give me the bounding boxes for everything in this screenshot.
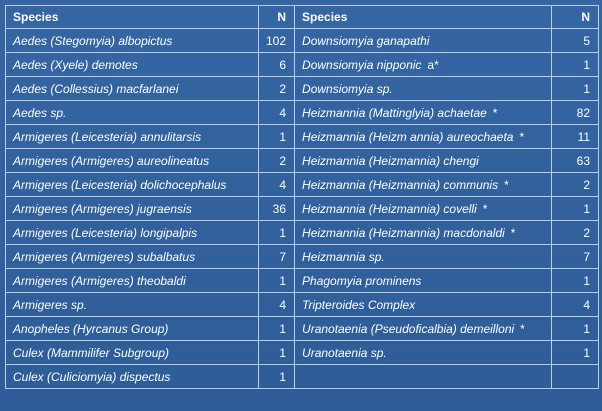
species-footnote-marker: * — [492, 105, 498, 120]
right-count-cell: 2 — [552, 173, 599, 197]
right-species-name: Heizmannia (Mattinglyia) achaetae — [302, 105, 487, 120]
right-species-cell — [295, 101, 552, 125]
right-count-cell: 63 — [552, 149, 599, 173]
table-header-row — [6, 6, 599, 29]
left-species-cell: Aedes (Collessius) macfarlanei — [6, 77, 259, 101]
right-species-name: Heizmannia (Heizm annia) aureochaeta — [302, 129, 514, 144]
right-species-cell — [295, 269, 552, 293]
table-row — [6, 77, 599, 101]
right-species-name: Heizmannia (Heizmannia) macdonaldi — [302, 225, 505, 240]
table-row — [6, 125, 599, 149]
right-count-cell: 11 — [552, 125, 599, 149]
right-count-cell — [552, 365, 599, 389]
right-species-name: Phagomyia prominens — [302, 273, 422, 288]
left-species-cell: Armigeres (Armigeres) jugraensis — [6, 197, 259, 221]
table-row — [6, 29, 599, 53]
right-count-cell: 1 — [552, 53, 599, 77]
right-species-cell — [295, 317, 552, 341]
left-count-header: N — [259, 6, 295, 29]
table-row — [6, 365, 599, 389]
species-footnote-marker: * — [510, 225, 516, 240]
right-species-name: Heizmannia (Heizmannia) chengi — [302, 153, 479, 168]
left-species-header: Species — [6, 6, 259, 29]
table-row — [6, 245, 599, 269]
left-species-cell: Culex (Mammilifer Subgroup) — [6, 341, 259, 365]
species-count-table — [5, 5, 599, 389]
right-count-cell: 1 — [552, 317, 599, 341]
left-species-cell: Armigeres (Armigeres) theobaldi — [6, 269, 259, 293]
right-species-name: Heizmannia sp. — [302, 249, 385, 264]
table-row — [6, 101, 599, 125]
right-species-name: Uranotaenia sp. — [302, 345, 387, 360]
right-count-cell: 1 — [552, 269, 599, 293]
left-count-cell: 4 — [259, 173, 295, 197]
right-count-cell: 7 — [552, 245, 599, 269]
left-count-cell: 1 — [259, 125, 295, 149]
right-species-name: Heizmannia (Heizmannia) covelli — [302, 201, 477, 216]
right-count-cell: 1 — [552, 341, 599, 365]
table-row — [6, 221, 599, 245]
left-count-cell: 1 — [259, 365, 295, 389]
left-species-cell: Armigeres (Leicesteria) annulitarsis — [6, 125, 259, 149]
right-species-cell — [295, 53, 552, 77]
left-count-cell: 2 — [259, 149, 295, 173]
right-species-cell — [295, 77, 552, 101]
right-count-cell: 5 — [552, 29, 599, 53]
left-species-cell: Aedes sp. — [6, 101, 259, 125]
table-row — [6, 269, 599, 293]
table-row — [6, 149, 599, 173]
table-row — [6, 173, 599, 197]
left-species-cell: Armigeres (Leicesteria) dolichocephalus — [6, 173, 259, 197]
table-body — [6, 29, 599, 389]
table-row — [6, 197, 599, 221]
left-count-cell: 1 — [259, 269, 295, 293]
right-species-name: Downsiomyia sp. — [302, 81, 393, 96]
left-species-cell: Aedes (Xyele) demotes — [6, 53, 259, 77]
species-footnote-marker: * — [519, 129, 525, 144]
right-species-cell — [295, 221, 552, 245]
left-count-cell: 1 — [259, 317, 295, 341]
right-species-header: Species — [295, 6, 552, 29]
right-species-cell — [295, 245, 552, 269]
right-count-cell: 1 — [552, 197, 599, 221]
left-count-cell: 102 — [259, 29, 295, 53]
left-species-cell: Armigeres (Leicesteria) longipalpis — [6, 221, 259, 245]
right-count-cell: 1 — [552, 77, 599, 101]
right-species-name: Uranotaenia (Pseudoficalbia) demeilloni — [302, 321, 515, 336]
species-footnote-marker: a* — [427, 57, 439, 72]
right-species-cell — [295, 149, 552, 173]
left-species-cell: Aedes (Stegomyia) albopictus — [6, 29, 259, 53]
left-species-cell: Armigeres (Armigeres) aureolineatus — [6, 149, 259, 173]
table-row — [6, 293, 599, 317]
species-footnote-marker: * — [504, 177, 509, 192]
right-count-header: N — [552, 6, 599, 29]
species-footnote-marker: * — [482, 201, 488, 216]
right-count-cell: 4 — [552, 293, 599, 317]
left-species-cell: Armigeres (Armigeres) subalbatus — [6, 245, 259, 269]
left-count-cell: 1 — [259, 221, 295, 245]
left-count-cell: 1 — [259, 341, 295, 365]
right-species-cell — [295, 29, 552, 53]
species-footnote-marker: * — [520, 321, 525, 336]
right-species-cell — [295, 293, 552, 317]
right-count-cell: 2 — [552, 221, 599, 245]
right-species-cell — [295, 197, 552, 221]
right-species-name: Downsiomyia nipponic — [302, 57, 422, 72]
left-count-cell: 2 — [259, 77, 295, 101]
right-species-name: Downsiomyia ganapathi — [302, 33, 430, 48]
right-species-cell — [295, 365, 552, 389]
left-count-cell: 6 — [259, 53, 295, 77]
table-row — [6, 341, 599, 365]
left-species-cell: Culex (Culiciomyia) dispectus — [6, 365, 259, 389]
left-species-cell: Anopheles (Hyrcanus Group) — [6, 317, 259, 341]
right-species-name: Heizmannia (Heizmannia) communis — [302, 177, 499, 192]
right-species-cell — [295, 173, 552, 197]
table-row — [6, 53, 599, 77]
left-count-cell: 4 — [259, 293, 295, 317]
right-count-cell: 82 — [552, 101, 599, 125]
left-count-cell: 7 — [259, 245, 295, 269]
right-species-cell — [295, 341, 552, 365]
left-count-cell: 4 — [259, 101, 295, 125]
right-species-cell — [295, 125, 552, 149]
table-row — [6, 317, 599, 341]
left-species-cell: Armigeres sp. — [6, 293, 259, 317]
left-count-cell: 36 — [259, 197, 295, 221]
right-species-name: Tripteroides Complex — [302, 297, 416, 312]
